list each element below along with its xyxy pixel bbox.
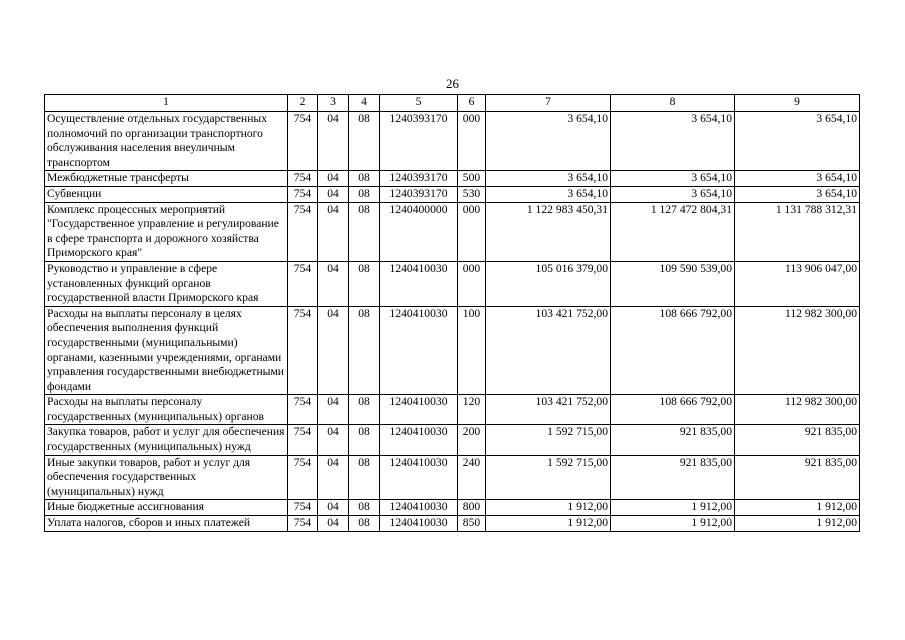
section-code-cell: 04 — [318, 202, 349, 261]
amount-col8-cell: 108 666 792,00 — [611, 306, 735, 395]
amount-col7-cell: 103 421 752,00 — [486, 395, 611, 425]
target-item-cell: 1240400000 — [380, 202, 458, 261]
admin-code-cell: 754 — [288, 500, 318, 516]
amount-col7-cell: 103 421 752,00 — [486, 306, 611, 395]
section-code-cell: 04 — [318, 455, 349, 500]
table-row — [45, 186, 860, 202]
amount-col9-cell: 1 912,00 — [735, 500, 860, 516]
column-header: 1 — [45, 95, 288, 112]
amount-col9-cell: 3 654,10 — [735, 112, 860, 171]
amount-col8-cell: 1 127 472 804,31 — [611, 202, 735, 261]
admin-code-cell: 754 — [288, 395, 318, 425]
row-name-cell: Иные закупки товаров, работ и услуг для обеспечения государственных (муниципальных) нужд — [45, 455, 288, 500]
amount-col8-cell: 3 654,10 — [611, 186, 735, 202]
section-code-cell: 04 — [318, 395, 349, 425]
table-row — [45, 516, 860, 532]
table-row — [45, 500, 860, 516]
amount-col8-cell: 921 835,00 — [611, 455, 735, 500]
amount-col8-cell: 109 590 539,00 — [611, 261, 735, 306]
amount-col9-cell: 921 835,00 — [735, 455, 860, 500]
subsection-code-cell: 08 — [349, 186, 380, 202]
subsection-code-cell: 08 — [349, 171, 380, 187]
subsection-code-cell: 08 — [349, 425, 380, 455]
target-item-cell: 1240410030 — [380, 516, 458, 532]
table-row — [45, 261, 860, 306]
subsection-code-cell: 08 — [349, 500, 380, 516]
admin-code-cell: 754 — [288, 261, 318, 306]
target-item-cell: 1240410030 — [380, 455, 458, 500]
amount-col8-cell: 1 912,00 — [611, 516, 735, 532]
amount-col9-cell: 3 654,10 — [735, 171, 860, 187]
row-name-cell: Расходы на выплаты персоналу государственных (муниципальных) органов — [45, 395, 288, 425]
target-item-cell: 1240393170 — [380, 171, 458, 187]
column-header: 8 — [611, 95, 735, 112]
amount-col7-cell: 1 592 715,00 — [486, 425, 611, 455]
table-row — [45, 425, 860, 455]
amount-col9-cell: 921 835,00 — [735, 425, 860, 455]
section-code-cell: 04 — [318, 516, 349, 532]
admin-code-cell: 754 — [288, 112, 318, 171]
subsection-code-cell: 08 — [349, 261, 380, 306]
amount-col9-cell: 112 982 300,00 — [735, 395, 860, 425]
amount-col9-cell: 1 912,00 — [735, 516, 860, 532]
section-code-cell: 04 — [318, 112, 349, 171]
admin-code-cell: 754 — [288, 425, 318, 455]
expense-type-cell: 800 — [458, 500, 486, 516]
amount-col7-cell: 1 592 715,00 — [486, 455, 611, 500]
column-header: 4 — [349, 95, 380, 112]
table-row — [45, 455, 860, 500]
amount-col7-cell: 1 912,00 — [486, 516, 611, 532]
target-item-cell: 1240410030 — [380, 395, 458, 425]
target-item-cell: 1240410030 — [380, 500, 458, 516]
target-item-cell: 1240410030 — [380, 306, 458, 395]
expense-type-cell: 000 — [458, 261, 486, 306]
column-header: 7 — [486, 95, 611, 112]
column-header: 2 — [288, 95, 318, 112]
admin-code-cell: 754 — [288, 516, 318, 532]
amount-col8-cell: 3 654,10 — [611, 112, 735, 171]
target-item-cell: 1240410030 — [380, 425, 458, 455]
column-header: 5 — [380, 95, 458, 112]
expense-type-cell: 120 — [458, 395, 486, 425]
amount-col9-cell: 3 654,10 — [735, 186, 860, 202]
subsection-code-cell: 08 — [349, 202, 380, 261]
target-item-cell: 1240393170 — [380, 186, 458, 202]
amount-col8-cell: 108 666 792,00 — [611, 395, 735, 425]
page-number: 26 — [446, 76, 459, 91]
amount-col7-cell: 3 654,10 — [486, 186, 611, 202]
subsection-code-cell: 08 — [349, 455, 380, 500]
section-code-cell: 04 — [318, 186, 349, 202]
row-name-cell: Уплата налогов, сборов и иных платежей — [45, 516, 288, 532]
column-header: 6 — [458, 95, 486, 112]
amount-col7-cell: 3 654,10 — [486, 112, 611, 171]
admin-code-cell: 754 — [288, 171, 318, 187]
admin-code-cell: 754 — [288, 186, 318, 202]
expense-type-cell: 530 — [458, 186, 486, 202]
row-name-cell: Осуществление отдельных государственных полномочий по организации транспортного обслуживания населения внеуличным транспортом — [45, 112, 288, 171]
target-item-cell: 1240410030 — [380, 261, 458, 306]
admin-code-cell: 754 — [288, 455, 318, 500]
amount-col9-cell: 113 906 047,00 — [735, 261, 860, 306]
row-name-cell: Руководство и управление в сфере установленных функций органов государственной власти Приморского края — [45, 261, 288, 306]
amount-col7-cell: 105 016 379,00 — [486, 261, 611, 306]
target-item-cell: 1240393170 — [380, 112, 458, 171]
amount-col9-cell: 112 982 300,00 — [735, 306, 860, 395]
row-name-cell: Субвенции — [45, 186, 288, 202]
expense-type-cell: 500 — [458, 171, 486, 187]
amount-col9-cell: 1 131 788 312,31 — [735, 202, 860, 261]
subsection-code-cell: 08 — [349, 306, 380, 395]
row-name-cell: Комплекс процессных мероприятий "Государственное управление и регулирование в сфере транспорта и дорожного хозяйства Приморского края" — [45, 202, 288, 261]
section-code-cell: 04 — [318, 425, 349, 455]
expense-type-cell: 200 — [458, 425, 486, 455]
row-name-cell: Расходы на выплаты персоналу в целях обеспечения выполнения функций государственными (муниципальными) органами, казенными учреждениями, органами управления государственными внебюджетными фондами — [45, 306, 288, 395]
expense-type-cell: 100 — [458, 306, 486, 395]
subsection-code-cell: 08 — [349, 516, 380, 532]
admin-code-cell: 754 — [288, 306, 318, 395]
subsection-code-cell: 08 — [349, 395, 380, 425]
amount-col8-cell: 1 912,00 — [611, 500, 735, 516]
amount-col7-cell: 1 122 983 450,31 — [486, 202, 611, 261]
expense-type-cell: 000 — [458, 112, 486, 171]
table-row — [45, 112, 860, 171]
admin-code-cell: 754 — [288, 202, 318, 261]
header-row — [45, 95, 860, 112]
row-name-cell: Закупка товаров, работ и услуг для обеспечения государственных (муниципальных) нужд — [45, 425, 288, 455]
table-row — [45, 171, 860, 187]
budget-table — [44, 94, 860, 532]
amount-col8-cell: 3 654,10 — [611, 171, 735, 187]
table-body — [45, 112, 860, 532]
section-code-cell: 04 — [318, 261, 349, 306]
section-code-cell: 04 — [318, 306, 349, 395]
amount-col7-cell: 3 654,10 — [486, 171, 611, 187]
table-row — [45, 395, 860, 425]
amount-col7-cell: 1 912,00 — [486, 500, 611, 516]
column-header: 9 — [735, 95, 860, 112]
amount-col8-cell: 921 835,00 — [611, 425, 735, 455]
expense-type-cell: 240 — [458, 455, 486, 500]
expense-type-cell: 000 — [458, 202, 486, 261]
row-name-cell: Иные бюджетные ассигнования — [45, 500, 288, 516]
expense-type-cell: 850 — [458, 516, 486, 532]
section-code-cell: 04 — [318, 171, 349, 187]
table-row — [45, 202, 860, 261]
subsection-code-cell: 08 — [349, 112, 380, 171]
section-code-cell: 04 — [318, 500, 349, 516]
column-header: 3 — [318, 95, 349, 112]
row-name-cell: Межбюджетные трансферты — [45, 171, 288, 187]
table-row — [45, 306, 860, 395]
